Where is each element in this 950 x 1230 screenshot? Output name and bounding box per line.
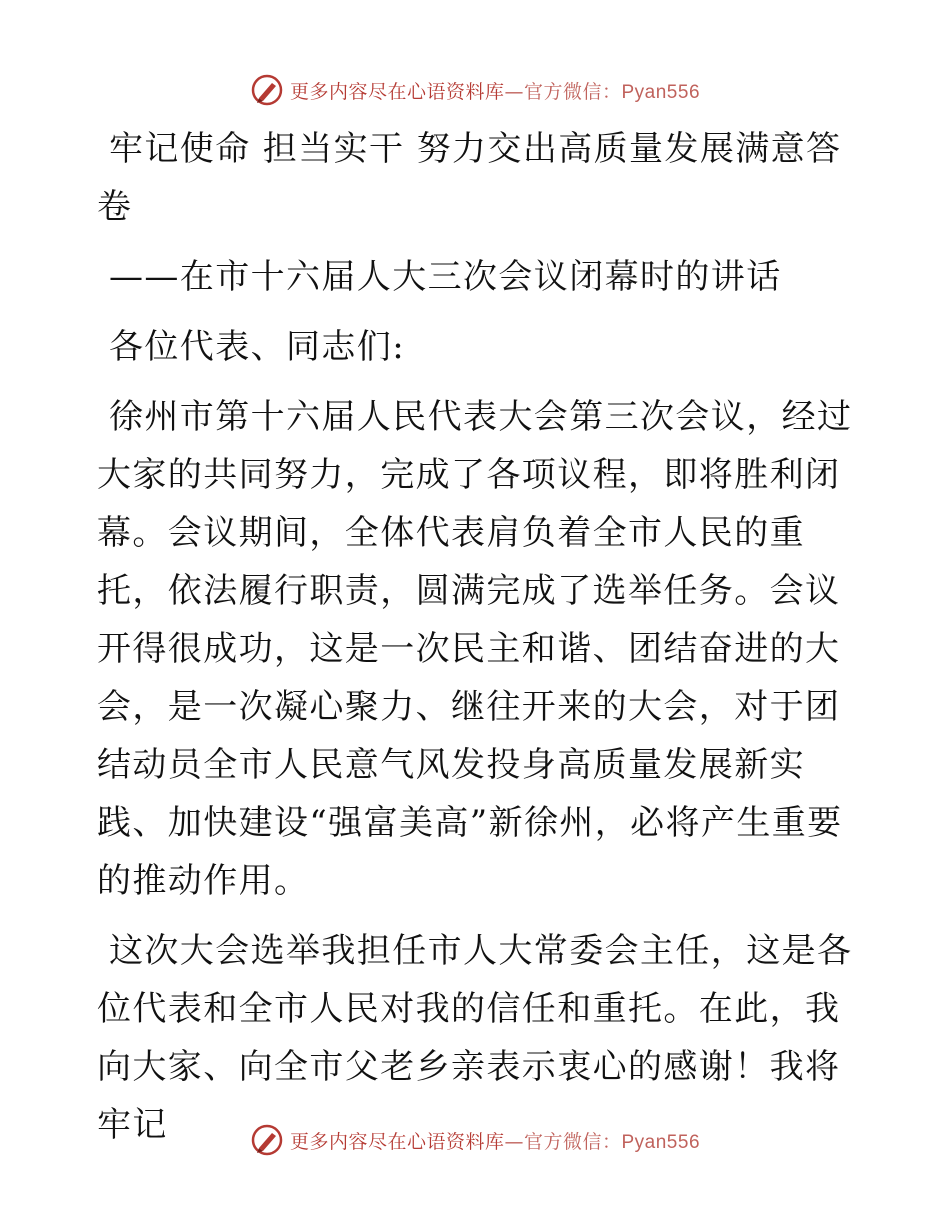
watermark-text: 更多内容尽在心语资料库—官方微信：Pyan556	[289, 1130, 701, 1153]
pen-logo-icon	[250, 73, 284, 107]
document-body	[97, 120, 857, 1154]
pen-logo-icon	[250, 1123, 284, 1157]
body-paragraph: 这次大会选举我担任市人大常委会主任，这是各位代表和全市人民对我的信任和重托。在此，我向大家、向全市父老乡亲表示衷心的感谢！我将牢记	[97, 931, 853, 1145]
body-paragraph: 徐州市第十六届人民代表大会第三次会议，经过大家的共同努力，完成了各项议程，即将胜利闭幕。会议期间，全体代表肩负着全市人民的重托，依法履行职责，圆满完成了选举任务。会议开得很成功，这是一次民主和谐、团结奋进的大会，是一次凝心聚力、继往开来的大会，对于团结动员全市人民意气风发投身高质量发展新实践、加快建设“强富美高”新徐州，必将产生重要的推动作用。	[97, 397, 853, 901]
document-subtitle: ——在市十六届人大三次会议闭幕时的讲话	[109, 257, 782, 297]
footer-watermark	[0, 1120, 950, 1160]
salutation: 各位代表、同志们:	[109, 327, 406, 367]
header-watermark	[0, 70, 950, 110]
document-title: 牢记使命 担当实干 努力交出高质量发展满意答卷	[97, 129, 842, 227]
watermark-text: 更多内容尽在心语资料库—官方微信：Pyan556	[289, 80, 701, 103]
